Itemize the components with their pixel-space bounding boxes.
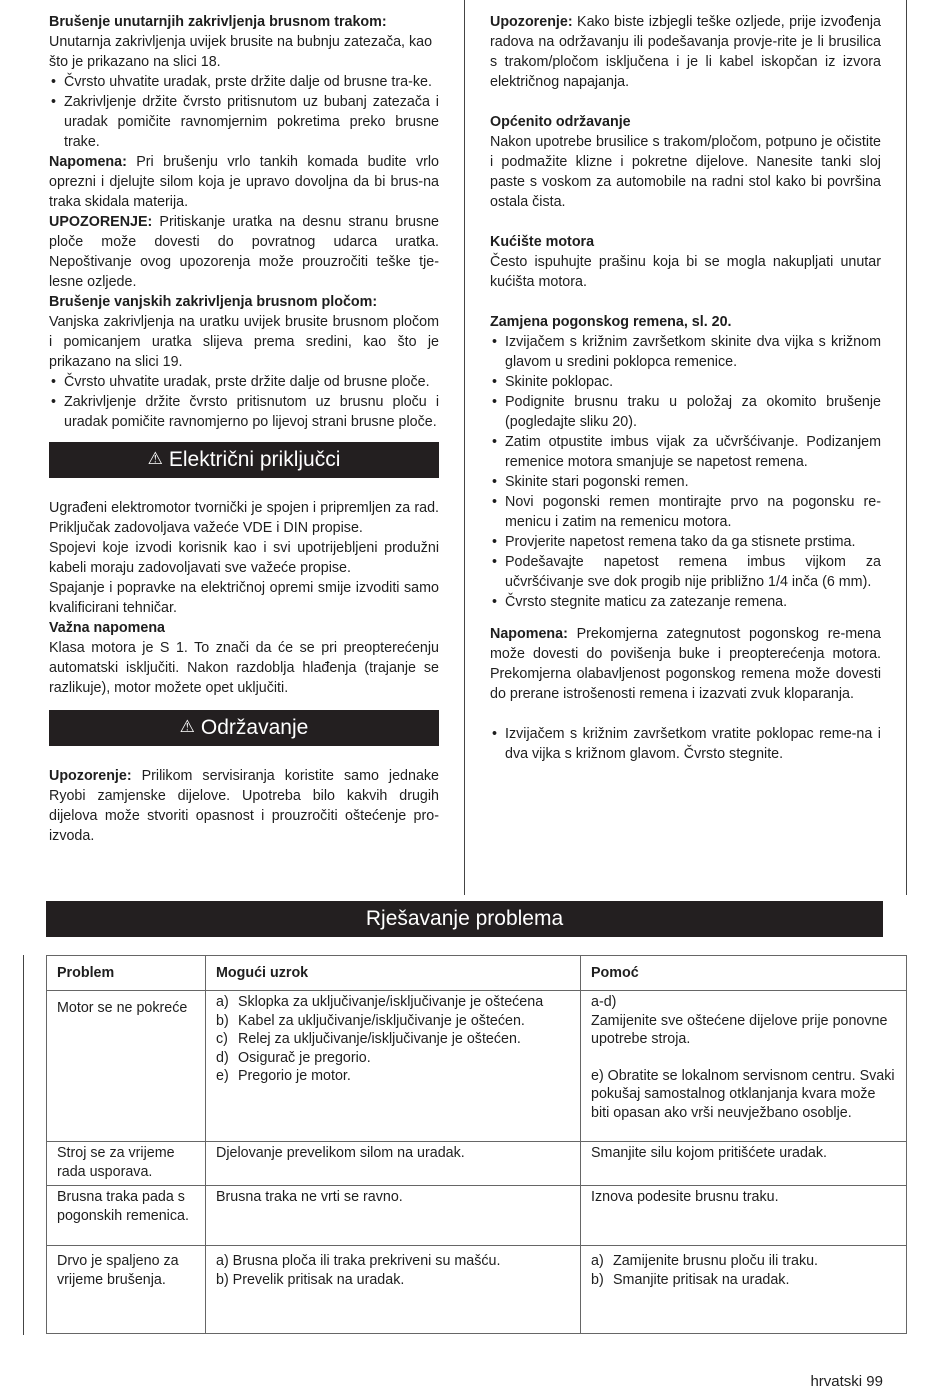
spacer bbox=[490, 612, 881, 624]
help-text: Zamijenite sve oštećene dijelove prije ponovne upotrebe stroja. bbox=[591, 1012, 888, 1047]
warning-text: Kako biste izbjegli teške ozljede, prije izvođenja radova na održavanju ili podešavanja provje-rite je li brusilica s trakom/pločom isključena i je li kabel iskopčan iz izvora električnog napajanja. bbox=[490, 14, 881, 90]
spacer bbox=[591, 1049, 896, 1067]
warning-triangle-icon: ⚠ bbox=[147, 449, 163, 468]
list-item: • Izvijačem s križnim završetkom vratite poklopac reme-na i dva vijka s križnom glavom. Čvrsto stegnite. bbox=[490, 724, 881, 764]
heading-general-maintenance: Općenito održavanje bbox=[490, 114, 631, 130]
bullet-list bbox=[49, 72, 439, 152]
help-cell bbox=[581, 1186, 907, 1246]
problem-cell bbox=[47, 991, 206, 1142]
warning-paragraph bbox=[490, 12, 881, 92]
list-item: • Zakrivljenje držite čvrsto pritisnutom uz brusnu ploču i uradak pomičite ravnomjerno po lijevoj strani brusne ploče. bbox=[49, 392, 439, 432]
spacer bbox=[490, 704, 881, 724]
heading-motor-housing: Kućište motora bbox=[490, 234, 595, 250]
item-text: Sklopka za uključivanje/isključivanje je oštećena bbox=[238, 994, 544, 1010]
item-text: Zamijenite brusnu ploču ili traku. bbox=[613, 1253, 819, 1269]
table-header-row bbox=[47, 956, 907, 991]
help-text: a-d) bbox=[591, 994, 617, 1010]
cause-text: Djelovanje prevelikom silom na uradak. bbox=[216, 1145, 465, 1161]
heading-important-note: Važna napomena bbox=[49, 620, 166, 636]
item-marker: e) bbox=[216, 1068, 229, 1084]
warning-label: UPOZORENJE: bbox=[49, 214, 153, 230]
right-margin-rule bbox=[906, 0, 907, 895]
spacer bbox=[490, 212, 881, 232]
note-text: Pri brušenju vrlo tankih komada budite vrlo oprezni i djelujte silom koja je upravo dovoljna da bi brus-na traka skidala materija. bbox=[49, 154, 439, 210]
list-item: • Zakrivljenje držite čvrsto pritisnutom uz bubanj zatezača i uradak pomičite ravnomjernim pokretima preko brusne trake. bbox=[49, 92, 439, 152]
item-text: Kabel za uključivanje/isključivanje je oštećen. bbox=[238, 1012, 525, 1029]
spacer bbox=[49, 478, 439, 498]
bullet-list bbox=[49, 372, 439, 432]
paragraph: Spajanje i popravke na električnoj opremi smije izvoditi samo kvalificirani tehničar. bbox=[49, 580, 439, 616]
item-text: Osigurač je pregorio. bbox=[238, 1049, 371, 1066]
warning-text: Pritiskanje uratka na desnu stranu brusne ploče može dovesti do povratnog udarca uratka. Nepoštivanje ovog upozorenja može prouzročiti teške tje-lesne ozljede. bbox=[49, 214, 439, 290]
item-marker: a) bbox=[591, 1253, 604, 1269]
section-title: Održavanje bbox=[200, 716, 309, 739]
item-text: Pregorio je motor. bbox=[238, 1068, 351, 1084]
help-cell bbox=[581, 1142, 907, 1186]
table-row bbox=[47, 1142, 907, 1186]
paragraph: Često ispuhujte prašinu koja bi se mogla nakupljati unutar kućišta motora. bbox=[490, 254, 881, 290]
table-row bbox=[47, 991, 907, 1142]
right-column bbox=[490, 12, 881, 764]
list-item: • Čvrsto uhvatite uradak, prste držite dalje od brusne tra-ke. bbox=[49, 72, 439, 92]
warning-paragraph bbox=[49, 212, 439, 292]
note-paragraph bbox=[490, 624, 881, 704]
list-item: • Čvrsto stegnite maticu za zatezanje remena. bbox=[490, 592, 881, 612]
item-marker: b) bbox=[591, 1271, 604, 1288]
help-cell bbox=[581, 1246, 907, 1334]
problem-text: Brusna traka pada s pogonskih remenica. bbox=[57, 1189, 189, 1224]
spacer bbox=[490, 292, 881, 312]
left-margin-rule bbox=[23, 955, 24, 1335]
cause-item bbox=[216, 1030, 570, 1049]
cause-cell bbox=[206, 991, 581, 1142]
paragraph: Vanjska zakrivljenja na uratku uvijek brusite brusnom pločom i pomicanjem uratka slijeva prema sredini, kao što je prikazano na slici 19. bbox=[49, 314, 439, 370]
list-item: • Podešavajte napetost remena imbus vijkom za učvršćivanje sve dok progib nije približno 1/4 inča (6 mm). bbox=[490, 552, 881, 592]
cause-item bbox=[216, 1012, 570, 1031]
note-label: Napomena: bbox=[49, 154, 127, 170]
bullet-list bbox=[490, 724, 881, 764]
item-text: Smanjite pritisak na uradak. bbox=[613, 1271, 790, 1288]
bullet-list bbox=[490, 332, 881, 612]
note-paragraph bbox=[49, 152, 439, 212]
cause-cell bbox=[206, 1246, 581, 1334]
item-marker: c) bbox=[216, 1031, 228, 1047]
page-footer: hrvatski 99 bbox=[810, 1373, 883, 1390]
cause-cell bbox=[206, 1186, 581, 1246]
problem-cell bbox=[47, 1246, 206, 1334]
heading-inner-curves: Brušenje unutarnjih zakrivljenja brusnom trakom: bbox=[49, 14, 387, 30]
item-marker: d) bbox=[216, 1049, 229, 1066]
help-text: Smanjite silu kojom pritišćete uradak. bbox=[591, 1145, 827, 1161]
column-header: Mogući uzrok bbox=[206, 956, 581, 991]
section-title: Rješavanje problema bbox=[365, 907, 564, 930]
list-item: • Izvijačem s križnim završetkom skinite dva vijka s križnom glavom u sredini poklopca remenice. bbox=[490, 332, 881, 372]
list-item: • Skinite stari pogonski remen. bbox=[490, 472, 881, 492]
note-text: Prekomjerna zategnutost pogonskog re-mena može dovesti do povišenja buke i preopterećenja motora. Prekomjerna olabavljenost pogonskog remena može dovesti do prerane istrošenosti remena i izazvati zvuk kloparanja. bbox=[490, 626, 881, 702]
warning-label: Upozorenje: bbox=[490, 14, 573, 30]
troubleshooting-title-bar bbox=[46, 901, 883, 937]
column-header: Pomoć bbox=[581, 956, 907, 991]
paragraph: Klasa motora je S 1. To znači da će se pri preopterećenju automatski isključiti. Nakon razdoblja hlađenja (trajanje se razlikuje), motor možete opet uključiti. bbox=[49, 640, 439, 696]
problem-text: Motor se ne pokreće bbox=[57, 1000, 188, 1016]
paragraph: Nakon upotrebe brusilice s trakom/pločom, potpuno je očistite i podmažite klizne i pokretne dijelove. Nanesite tanki sloj paste s voskom za automobile na radni stol kako bi površina ostala čista. bbox=[490, 134, 881, 210]
list-item: • Provjerite napetost remena tako da ga stisnete prstima. bbox=[490, 532, 881, 552]
list-item: • Zatim otpustite imbus vijak za učvršćivanje. Podizanjem remenice motora smanjuje se napetost remena. bbox=[490, 432, 881, 472]
spacer bbox=[49, 746, 439, 766]
table-row bbox=[47, 1246, 907, 1334]
list-item: • Podignite brusnu traku u položaj za okomito brušenje (pogledajte sliku 20). bbox=[490, 392, 881, 432]
help-item bbox=[591, 1271, 896, 1290]
cause-text: a) Brusna ploča ili traka prekriveni su mašću. bbox=[216, 1253, 501, 1269]
help-text: Iznova podesite brusnu traku. bbox=[591, 1189, 779, 1205]
cause-item bbox=[216, 993, 570, 1012]
help-item bbox=[591, 1252, 896, 1271]
problem-text: Stroj se za vrijeme rada usporava. bbox=[57, 1145, 175, 1180]
item-marker: a) bbox=[216, 994, 229, 1010]
left-column bbox=[49, 12, 439, 846]
cause-item bbox=[216, 1049, 570, 1068]
column-header: Problem bbox=[47, 956, 206, 991]
paragraph: Ugrađeni elektromotor tvornički je spojen i pripremljen za rad. Priključak zadovoljava važeće VDE i DIN propise. bbox=[49, 500, 439, 536]
paragraph: Unutarnja zakrivljenja uvijek brusite na bubnju zatezača, kao što je prikazano na slici 18. bbox=[49, 34, 433, 70]
heading-belt-replacement: Zamjena pogonskog remena, sl. 20. bbox=[490, 314, 732, 330]
cause-text: b) Prevelik pritisak na uradak. bbox=[216, 1271, 405, 1288]
problem-text: Drvo je spaljeno za vrijeme brušenja. bbox=[57, 1253, 179, 1288]
warning-label: Upozorenje: bbox=[49, 768, 132, 784]
table-row bbox=[47, 1186, 907, 1246]
section-bar-maintenance bbox=[49, 710, 439, 746]
warning-paragraph bbox=[49, 766, 439, 846]
list-item: • Skinite poklopac. bbox=[490, 372, 881, 392]
help-text: e) Obratite se lokalnom servisnom centru. Svaki pokušaj samostalnog otklanjanja kvara može biti opasan ako vrši neuvježbano osoblje. bbox=[591, 1067, 895, 1121]
section-bar-electrical bbox=[49, 442, 439, 478]
cause-text: Brusna traka ne vrti se ravno. bbox=[216, 1189, 403, 1205]
problem-cell bbox=[47, 1186, 206, 1246]
item-text: Relej za uključivanje/isključivanje je oštećen. bbox=[238, 1031, 521, 1047]
paragraph: Spojevi koje izvodi korisnik kao i svi upotrijebljeni produžni kabeli moraju zadovoljavati sve važeće propise. bbox=[49, 540, 439, 576]
column-divider bbox=[464, 0, 465, 895]
list-item: • Čvrsto uhvatite uradak, prste držite dalje od brusne ploče. bbox=[49, 372, 439, 392]
section-title: Električni priključci bbox=[168, 448, 341, 471]
problem-cell bbox=[47, 1142, 206, 1186]
list-item: • Novi pogonski remen montirajte prvo na pogonsku re-menicu i zatim na remenicu motora. bbox=[490, 492, 881, 532]
cause-cell bbox=[206, 1142, 581, 1186]
help-cell bbox=[581, 991, 907, 1142]
cause-item bbox=[216, 1067, 570, 1086]
note-label: Napomena: bbox=[490, 626, 568, 642]
spacer bbox=[490, 92, 881, 112]
troubleshooting-table bbox=[46, 955, 907, 1334]
item-marker: b) bbox=[216, 1012, 229, 1029]
warning-triangle-icon: ⚠ bbox=[179, 717, 195, 736]
warning-text: Prilikom servisiranja koristite samo jednake Ryobi zamjenske dijelove. Upotreba bilo kakvih drugih dijelova može stvoriti opasnost i prouzročiti oštećenje pro-izvoda. bbox=[49, 768, 439, 844]
heading-outer-curves: Brušenje vanjskih zakrivljenja brusnom pločom: bbox=[49, 294, 378, 310]
